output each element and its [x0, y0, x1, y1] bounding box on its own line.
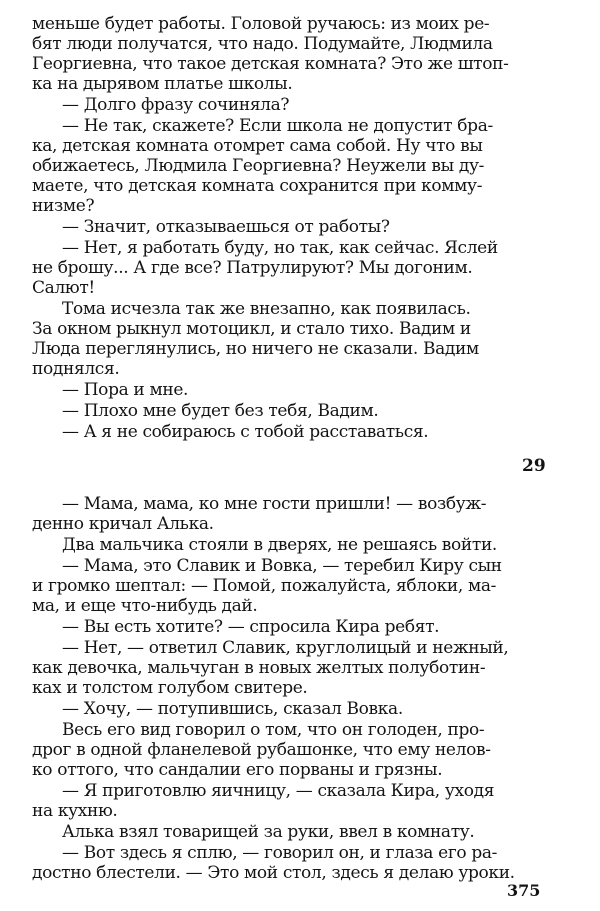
text-line: и громко шептал: — Помой, пожалуйста, яблоки, ма-	[32, 576, 497, 596]
text-line: — Я приготовлю яичницу, — сказала Кира, уходя	[62, 781, 495, 801]
text-line: поднялся.	[32, 359, 120, 379]
text-line: маете, что детская комната сохранится при комму-	[32, 176, 483, 196]
text-line: бят люди получатся, что надо. Подумайте, Людмила	[32, 34, 493, 54]
text-line: — Пора и мне.	[62, 380, 189, 400]
text-line: дрог в одной фланелевой рубашонке, что ему нелов-	[32, 740, 491, 760]
text-line: — Вот здесь я сплю, — говорил он, и глаза его ра-	[62, 843, 498, 863]
text-line: За окном рыкнул мотоцикл, и стало тихо. Вадим и	[32, 319, 471, 339]
text-line: — Долго фразу сочиняла?	[62, 95, 290, 115]
text-line: меньше будет работы. Головой ручаюсь: из моих ре-	[32, 14, 490, 34]
text-line: — Хочу, — потупившись, сказал Вовка.	[62, 699, 403, 719]
text-line: ка, детская комната отомрет сама собой. Ну что вы	[32, 136, 483, 156]
text-line: — Мама, это Славик и Вовка, — теребил Киру сын	[62, 556, 502, 576]
text-line: как девочка, мальчуган в новых желтых полуботин-	[32, 658, 486, 678]
text-line: достно блестели. — Это мой стол, здесь я делаю уроки.	[32, 863, 515, 883]
text-line: — Значит, отказываешься от работы?	[62, 217, 390, 237]
text-line: денно кричал Алька.	[32, 514, 214, 534]
text-line: обижаетесь, Людмила Георгиевна? Неужели вы ду-	[32, 156, 485, 176]
text-line: не брошу... А где все? Патрулируют? Мы догоним.	[32, 258, 473, 278]
text-line: ма, и еще что-нибудь дай.	[32, 596, 258, 616]
text-line: Два мальчика стояли в дверях, не решаясь войти.	[62, 535, 497, 555]
text-line: — Не так, скажете? Если школа не допустит бра-	[62, 116, 493, 136]
text-line: низме?	[32, 196, 95, 216]
text-line: — Нет, — ответил Славик, круглолицый и нежный,	[62, 638, 509, 658]
text-line: Весь его вид говорил о том, что он голоден, про-	[62, 720, 485, 740]
text-line: Алька взял товарищей за руки, ввел в комнату.	[62, 822, 475, 842]
text-line: ках и толстом голубом свитере.	[32, 678, 308, 698]
text-line: — Вы есть хотите? — спросила Кира ребят.	[62, 617, 440, 637]
text-line: Люда переглянулись, но ничего не сказали. Вадим	[32, 339, 479, 359]
chapter-number: 29	[522, 456, 546, 476]
book-page	[32, 14, 546, 904]
text-line: — Мама, мама, ко мне гости пришли! — возбуж-	[62, 494, 487, 514]
text-line: — А я не собираюсь с тобой расставаться.	[62, 422, 429, 442]
text-line: — Нет, я работать буду, но так, как сейчас. Яслей	[62, 238, 498, 258]
page-number: 375	[507, 881, 541, 900]
text-line: — Плохо мне будет без тебя, Вадим.	[62, 401, 379, 421]
text-line: Салют!	[32, 278, 95, 298]
text-line: ка на дырявом платье школы.	[32, 74, 293, 94]
text-line: ко оттого, что сандалии его порваны и грязны.	[32, 760, 443, 780]
text-line: на кухню.	[32, 801, 118, 821]
text-line: Тома исчезла так же внезапно, как появилась.	[62, 299, 471, 319]
text-line: Георгиевна, что такое детская комната? Это же штоп-	[32, 54, 509, 74]
